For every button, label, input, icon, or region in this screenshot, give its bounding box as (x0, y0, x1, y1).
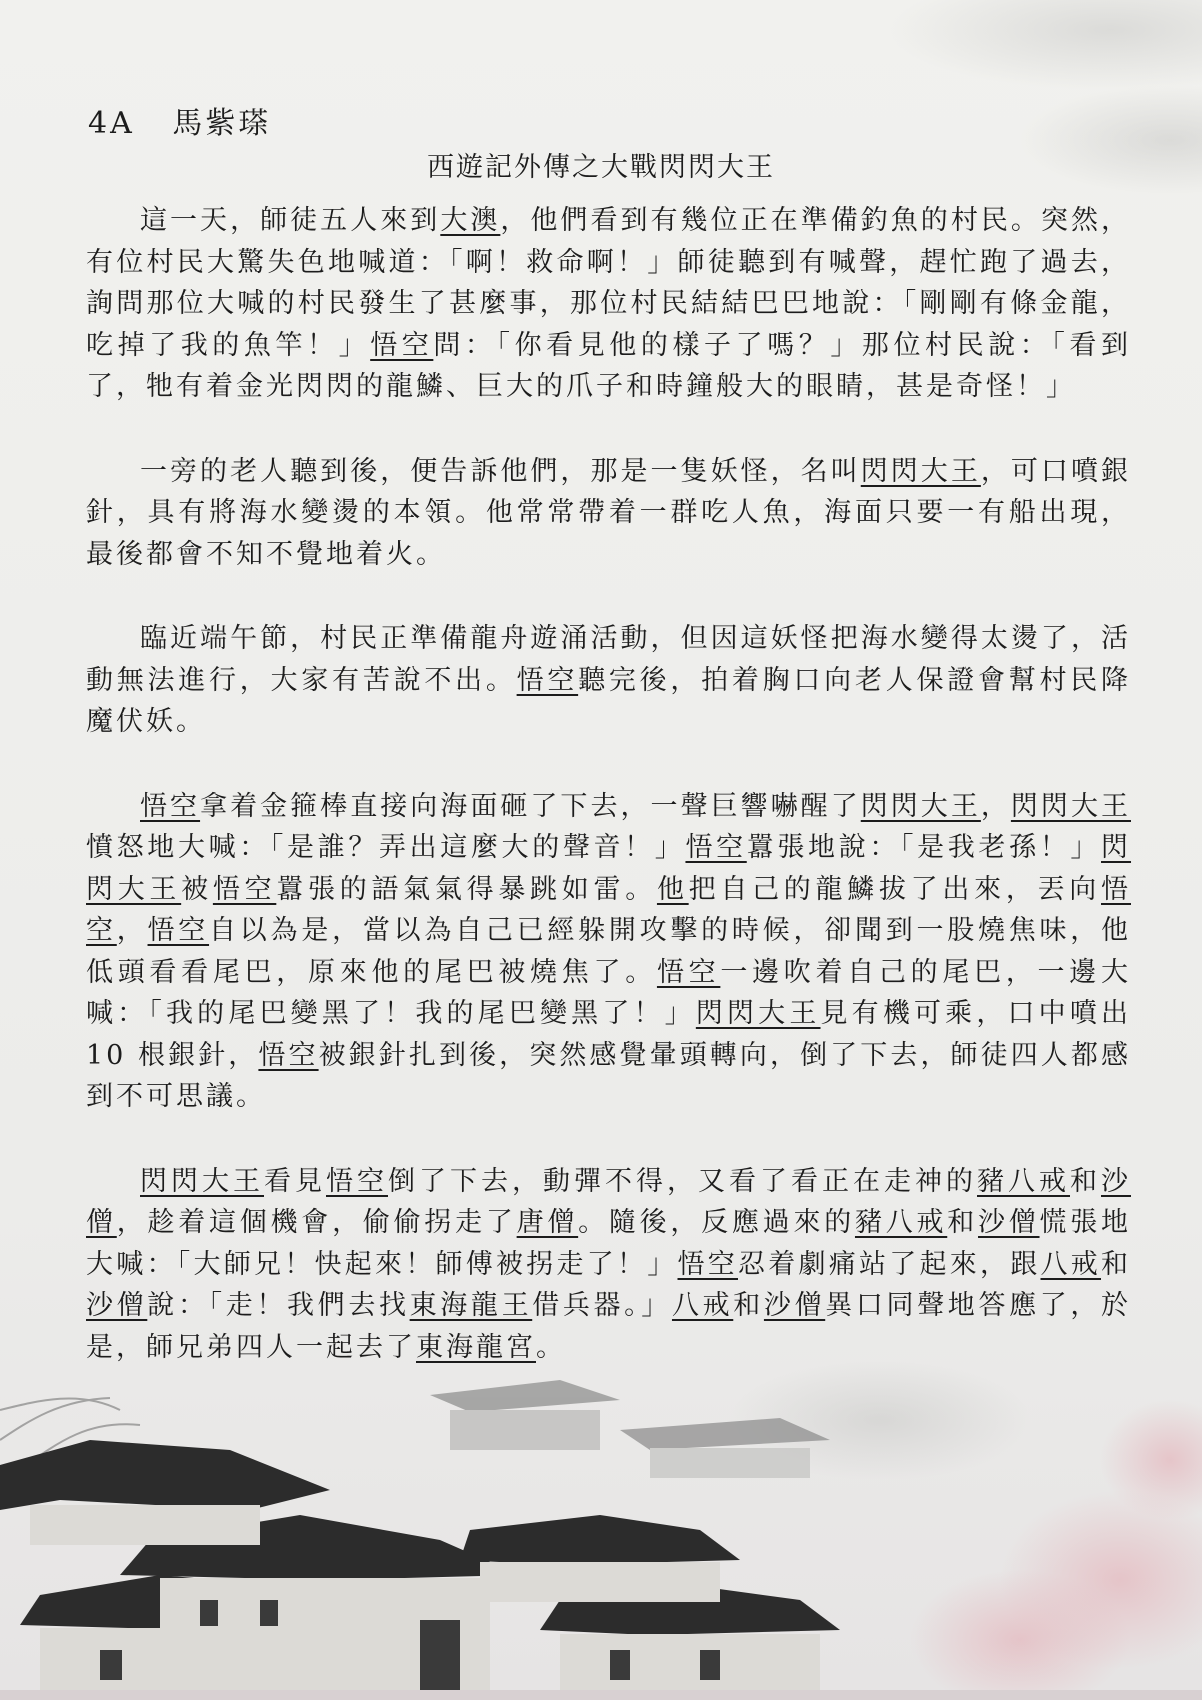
text-run: 忍着劇痛站了起來，跟 (738, 1248, 1041, 1280)
proper-name: 悟空 (147, 915, 210, 946)
proper-name: 沙僧 (86, 1165, 1131, 1238)
text-run: 一邊吹着自己的尾巴，一邊大喊：「我的尾巴變黑了！我的尾巴變黑了！」 (86, 956, 1131, 1029)
text-run: 自以為是，當以為自己已經躲開攻擊的時候，卻聞到一股燒焦味，他低頭看看尾巴，原來他的尾巴被燒焦了。 (86, 915, 1132, 988)
proper-name: 閃閃大王 (1010, 790, 1131, 822)
proper-name: 八戒 (1040, 1248, 1101, 1280)
text-run: 異口同聲地答應了，於是，師兄弟四人一起去了 (86, 1290, 1132, 1363)
text-run: 這一天，師徒五人來到 (140, 205, 441, 236)
proper-name: 閃閃大王 (860, 790, 981, 822)
text-run: 囂張地說：「是我老孫！」 (746, 832, 1102, 863)
text-run: ，可口噴銀針，具有將海水變燙的本領。他常常帶着一群吃人魚，海面只要一有船出現，最後都會不知不覺地着火。 (86, 455, 1131, 570)
paragraph-1 (86, 200, 1131, 408)
paragraph-4 (86, 786, 1131, 1118)
text-run: ，趁着這個機會，偷偷拐走了 (116, 1207, 517, 1238)
author-name: 馬紫瑹 (172, 106, 272, 141)
text-run: 。隨後，反應過來的 (578, 1207, 855, 1238)
proper-name: 悟空 (326, 1165, 388, 1197)
text-run: ，他們看到有幾位正在準備釣魚的村民。突然，有位村民大驚失色地喊道：「啊！救命啊！」師徒聽到有喊聲，趕忙跑了過去，詢問那位大喊的村民發生了甚麼事，那位村民結結巴巴地說：「剛剛有條金龍，吃掉了我的魚竿！」 (86, 205, 1131, 361)
proper-name: 悟空 (140, 790, 201, 822)
text-run: 倒了下去，動彈不得，又看了看正在走神的 (388, 1165, 977, 1197)
text-run: 說：「走！我們去找 (147, 1290, 410, 1321)
text-run: 看見 (264, 1165, 326, 1197)
text-run: 被 (181, 873, 213, 905)
proper-name: 悟空 (677, 1248, 738, 1280)
header-line (88, 98, 271, 142)
story-body (86, 200, 1131, 1411)
proper-name: 豬八戒 (977, 1165, 1070, 1197)
proper-name: 東海龍宮 (416, 1331, 536, 1363)
proper-name: 悟空 (656, 956, 721, 988)
paragraph-5 (86, 1161, 1131, 1369)
paragraph-3 (86, 618, 1131, 743)
story-title: 西遊記外傳之大戰閃閃大王 (427, 152, 775, 183)
text-run: 和 (733, 1290, 764, 1321)
text-run: 。 (536, 1331, 566, 1363)
text-run: 臨近端午節，村民正準備龍舟遊涌活動，但因這妖怪把海水變得太燙了，活動無法進行，大家有苦說不出。 (86, 623, 1131, 696)
text-run: 聽完後，拍着胸口向老人保證會幫村民降魔伏妖。 (86, 664, 1132, 737)
text-run: ， (980, 790, 1011, 822)
text-run: 把自己的龍鱗拔了出來，丟向 (688, 873, 1101, 905)
proper-name: 他 (656, 873, 689, 905)
proper-name: 悟空 (516, 664, 579, 696)
proper-name: 唐僧 (516, 1207, 579, 1238)
text-run: 問：「你看見他的樣子了嗎？」那位村民說：「看到了，牠有着金光閃閃的龍鱗、巨大的爪子和時鐘般大的眼睛，甚是奇怪！」 (86, 329, 1132, 402)
proper-name: 悟空 (370, 329, 434, 361)
proper-name: 閃閃大王 (140, 1165, 264, 1197)
text-run: 囂張的語氣氣得暴跳如雷。 (276, 873, 657, 905)
text-run: 見有機可乘，口中噴出 10 根銀針， (86, 998, 1132, 1071)
proper-name: 閃閃大王 (86, 832, 1132, 905)
text-run: 和 (1070, 1165, 1101, 1197)
proper-name: 悟空 (212, 873, 277, 905)
proper-name: 沙僧 (86, 1290, 148, 1321)
text-run: 慌張地大喊：「大師兄！快起來！師傅被拐走了！」 (86, 1207, 1132, 1280)
text-run: 拿着金箍棒直接向海面砸了下去，一聲巨響嚇醒了 (200, 790, 861, 822)
class-label: 4A (88, 106, 135, 141)
text-run: 借兵器。」 (532, 1290, 672, 1321)
proper-name: 閃閃大王 (695, 998, 821, 1029)
proper-name: 閃閃大王 (860, 455, 981, 487)
proper-name: 大澳 (440, 205, 501, 236)
proper-name: 悟空 (86, 873, 1131, 946)
proper-name: 悟空 (258, 1039, 319, 1071)
text-run: 和 (947, 1207, 979, 1238)
proper-name: 沙僧 (763, 1290, 826, 1321)
proper-name: 東海龍王 (409, 1290, 533, 1321)
text-run: 被銀針扎到後，突然感覺暈頭轉向，倒了下去，師徒四人都感到不可思議。 (86, 1039, 1131, 1112)
paragraph-2 (86, 451, 1131, 576)
proper-name: 悟空 (685, 832, 747, 863)
text-run: 和 (1101, 1248, 1131, 1280)
text-run: 一旁的老人聽到後，便告訴他們，那是一隻妖怪，名叫 (140, 455, 861, 487)
proper-name: 豬八戒 (854, 1207, 948, 1238)
text-run: ， (116, 915, 148, 946)
proper-name: 八戒 (671, 1290, 734, 1321)
text-run: 憤怒地大喊：「是誰？弄出這麼大的聲音！」 (86, 832, 686, 863)
proper-name: 沙僧 (978, 1207, 1040, 1238)
